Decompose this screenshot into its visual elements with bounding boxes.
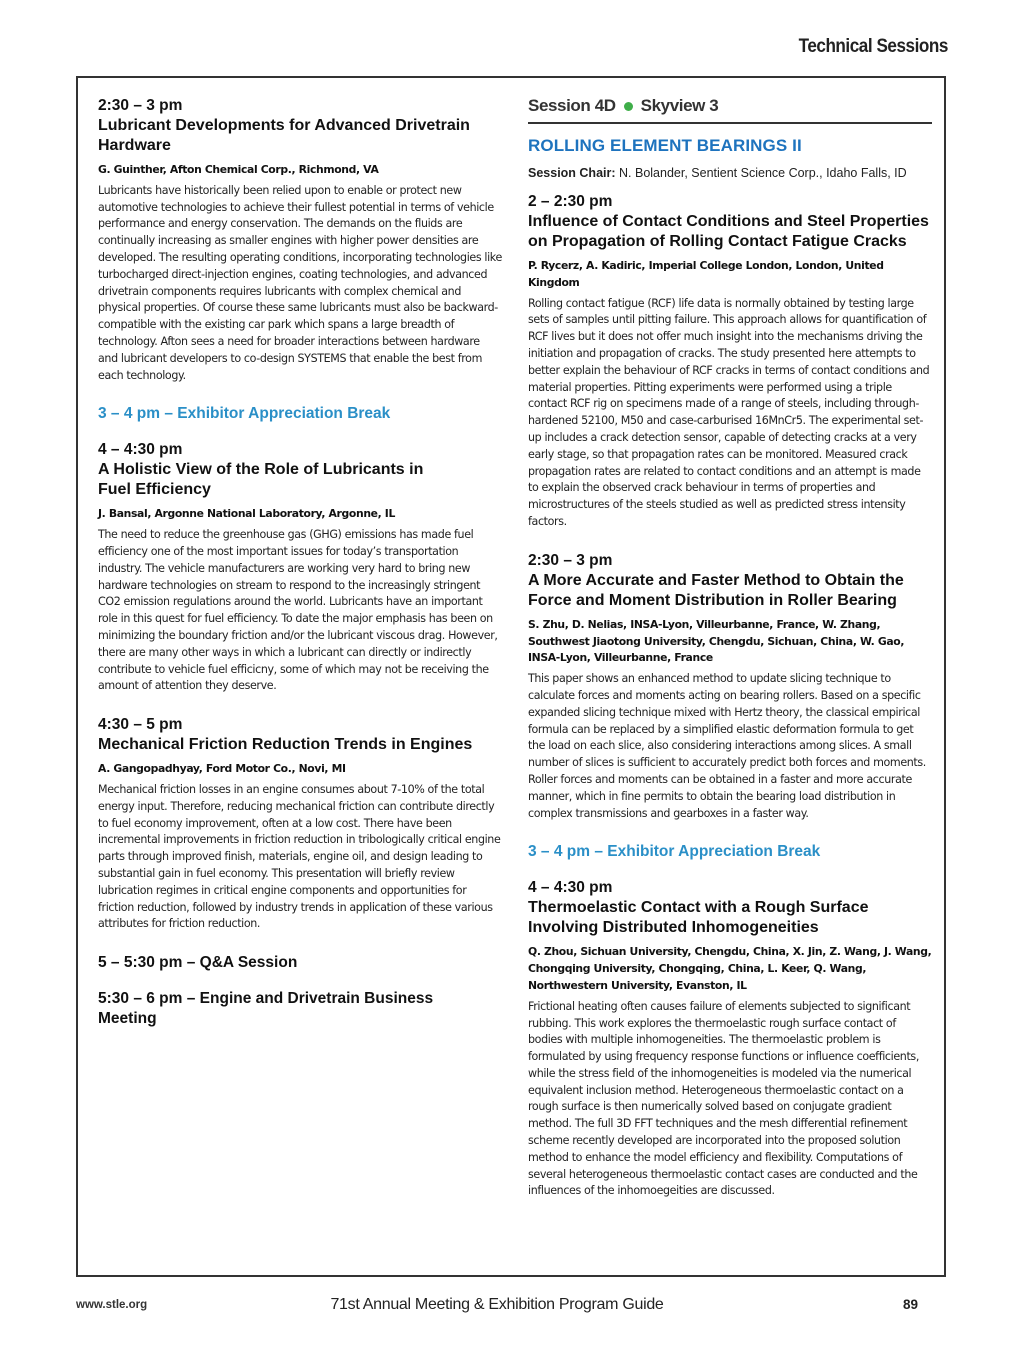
talk-abstract: Rolling contact fatigue (RCF) life data is normally obtained by testing large sets of samples until pitting failure. This approach allows for quantification of RCF lives but it does not offer much insight into the mechanisms driving the initiation and propagation of cracks. The study presented here attempts to better explain the behaviour of RCF cracks in terms of contact conditions and material properties. Pitting experiments were performed using a triple contact RCF rig on specimens made of a range of steels, including through-hardened 52100, M50 and case-carburised 16MnCr5. The experimental set-up includes a crack detection sensor, capable of detecting cracks at a very early stage, so that propagation rates can be monitored. Measured crack propagation rates are related to contact conditions and an attempt is made to explain the observed crack behaviour in terms of properties and microstructures of the steels studied as well as predicted stress intensity factors. — [528, 296, 930, 528]
talk-block — [98, 440, 502, 695]
talk-block — [528, 192, 932, 531]
right-column — [528, 96, 932, 1200]
talk-block — [528, 551, 932, 823]
talk-block — [98, 96, 502, 384]
talk-authors: P. Rycerz, A. Kadiric, Imperial College London, London, United Kingdom — [528, 259, 884, 289]
left-column — [98, 96, 502, 1029]
talk-time: 4 – 4:30 pm — [98, 441, 183, 459]
talk-abstract: The need to reduce the greenhouse gas (GHG) emissions has made fuel efficiency one of the most important issues for today’s transportation industry. The vehicle manufacturers are working very hard to bring new hardware technologies on stream to respond to the increasingly stringent CO2 emission regulations around the world. Lubricants have an important role in this quest for fuel efficiency. To date the major emphasis has been on minimizing the boundary friction and/or the lubricant viscous drag. However, there are many other ways in which a lubricant can directly or indirectly contribute to vehicle fuel efficicny, some of which may not be receiving the amount of attention they deserve. — [98, 528, 498, 693]
talk-authors: A. Gangopadhyay, Ford Motor Co., Novi, MI — [98, 762, 346, 776]
talk-block — [98, 715, 502, 933]
talk-time: 2:30 – 3 pm — [98, 97, 183, 114]
session-chair-value: N. Bolander, Sentient Science Corp., Idaho Falls, ID — [619, 166, 907, 180]
talk-authors: Q. Zhou, Sichuan University, Chengdu, China, X. Jin, Z. Wang, J. Wang, Chongqing University, Chongqing, China, L. Keer, Q. Wang, Northwestern University, Evanston, IL — [528, 945, 932, 992]
break-announcement: 3 – 4 pm – Exhibitor Appreciation Break — [98, 405, 391, 423]
session-chair — [528, 166, 932, 180]
talk-title: Mechanical Friction Reduction Trends in Engines — [98, 736, 473, 754]
talk-authors: S. Zhu, D. Nelias, INSA-Lyon, Villeurbanne, France, W. Zhang, Southwest Jiaotong University, Chengdu, Sichuan, China, W. Gao, INSA-Lyon, Villeurbanne, France — [528, 617, 905, 665]
session-header — [528, 96, 932, 124]
session-frame — [76, 76, 946, 1277]
talk-title: Lubricant Developments for Advanced Drivetrain Hardware — [98, 117, 470, 154]
talk-abstract: Lubricants have historically been relied upon to enable or protect new automotive technologies to achieve their fullest potential in terms of vehicle performance and energy conservation. The demands on the fluids are continually increasing as smaller engines with higher power densities are developed. The resulting operating conditions, incorporating technologies like turbocharged direct-injection engines, coating technologies, and advanced drivetrain components requires lubricants with complex chemical and physical properties. Of course these same lubricants must also be backward-compatible with the existing car park which spans a large breadth of technology. Afton sees a need for broader interactions between hardware and lubricant developers to co-design SYSTEMS that enable the best from each technology. — [98, 183, 502, 382]
talk-abstract: Frictional heating often causes failure of elements subjected to significant rubbing. This work explores the thermoelastic rough surface contact of bodies with multiple inhomogeneities. The thermoelastic problem is formulated by using frequency response functions or influence coefficients, while the stress field of the inhomogeneities is modeled via the numerical equivalent inclusion method. Heterogeneous thermoelastic contact on a rough surface is then numerically solved based on conjugate gradient method. The full 3D FFT techniques and the mesh differential refinement scheme recently developed are incorporated into the proposed solution method to enhance the model efficiency and flexibility. Computations of several heterogeneous thermoelastic contact cases are conducted and the influences of the inhomoegeities are discussed. — [528, 999, 919, 1198]
talk-abstract: Mechanical friction losses in an engine consumes about 7-10% of the total energy input. Therefore, reducing mechanical friction can contribute directly to fuel economy improvement, often at a low cost. There have been incremental improvements in friction reduction in tribologically critical engine parts through improved finish, materials, engine oil, and design leading to substantial gain in fuel economy. This presentation will briefly review lubrication regimes in critical engine components and opportunities for friction reduction, followed by industry trends in application of these various attributes for friction reduction. — [98, 782, 501, 931]
talk-time: 4 – 4:30 pm — [528, 879, 613, 897]
talk-time: 2:30 – 3 pm — [528, 551, 613, 569]
qa-session: 5 – 5:30 pm – Q&A Session — [98, 954, 298, 972]
footer-url[interactable]: www.stle.org — [76, 1299, 148, 1311]
session-room: Skyview 3 — [640, 96, 719, 115]
talk-abstract: This paper shows an enhanced method to update slicing technique to calculate forces and moments acting on bearing rollers. Based on a specific expanded slicing technique mixed with Hertz theory, the classical empirical formula can be replaced by a simplified elastic deformation formula to get the load on each slice, also considering interactions among slices. A small number of slices is sufficient to accurately predict both forces and moments. Roller forces and moments can be obtained in a faster and more accurate manner, which in fine permits to obtain the bearing load distribution in complex transmissions and gearboxes in a faster way. — [528, 672, 926, 820]
talk-title: Influence of Contact Conditions and Steel Properties on Propagation of Rolling Contact Fatigue Cracks — [528, 213, 929, 250]
talk-title: A More Accurate and Faster Method to Obtain the Force and Moment Distribution in Roller Bearing — [528, 571, 904, 609]
talk-block — [528, 878, 932, 1200]
session-chair-label: Session Chair: — [528, 166, 616, 180]
break-announcement: 3 – 4 pm – Exhibitor Appreciation Break — [528, 843, 821, 861]
session-label: Session 4D — [528, 96, 616, 115]
page-header-title: Technical Sessions — [798, 36, 948, 57]
talk-time: 2 – 2:30 pm — [528, 193, 613, 210]
talk-authors: J. Bansal, Argonne National Laboratory, Argonne, IL — [98, 507, 395, 521]
page-footer — [76, 1296, 918, 1318]
footer-guide-title: 71st Annual Meeting & Exhibition Program Guide — [330, 1296, 664, 1313]
session-title: ROLLING ELEMENT BEARINGS II — [528, 136, 802, 155]
talk-title: A Holistic View of the Role of Lubricants in Fuel Efficiency — [98, 461, 424, 499]
bullet-dot-icon — [624, 102, 633, 111]
page-number: 89 — [902, 1297, 918, 1312]
business-meeting: 5:30 – 6 pm – Engine and Drivetrain Business Meeting — [98, 990, 434, 1028]
talk-title: Thermoelastic Contact with a Rough Surface Involving Distributed Inhomogeneities — [528, 899, 869, 937]
talk-time: 4:30 – 5 pm — [98, 716, 183, 734]
talk-authors: G. Guinther, Afton Chemical Corp., Richmond, VA — [98, 163, 379, 176]
